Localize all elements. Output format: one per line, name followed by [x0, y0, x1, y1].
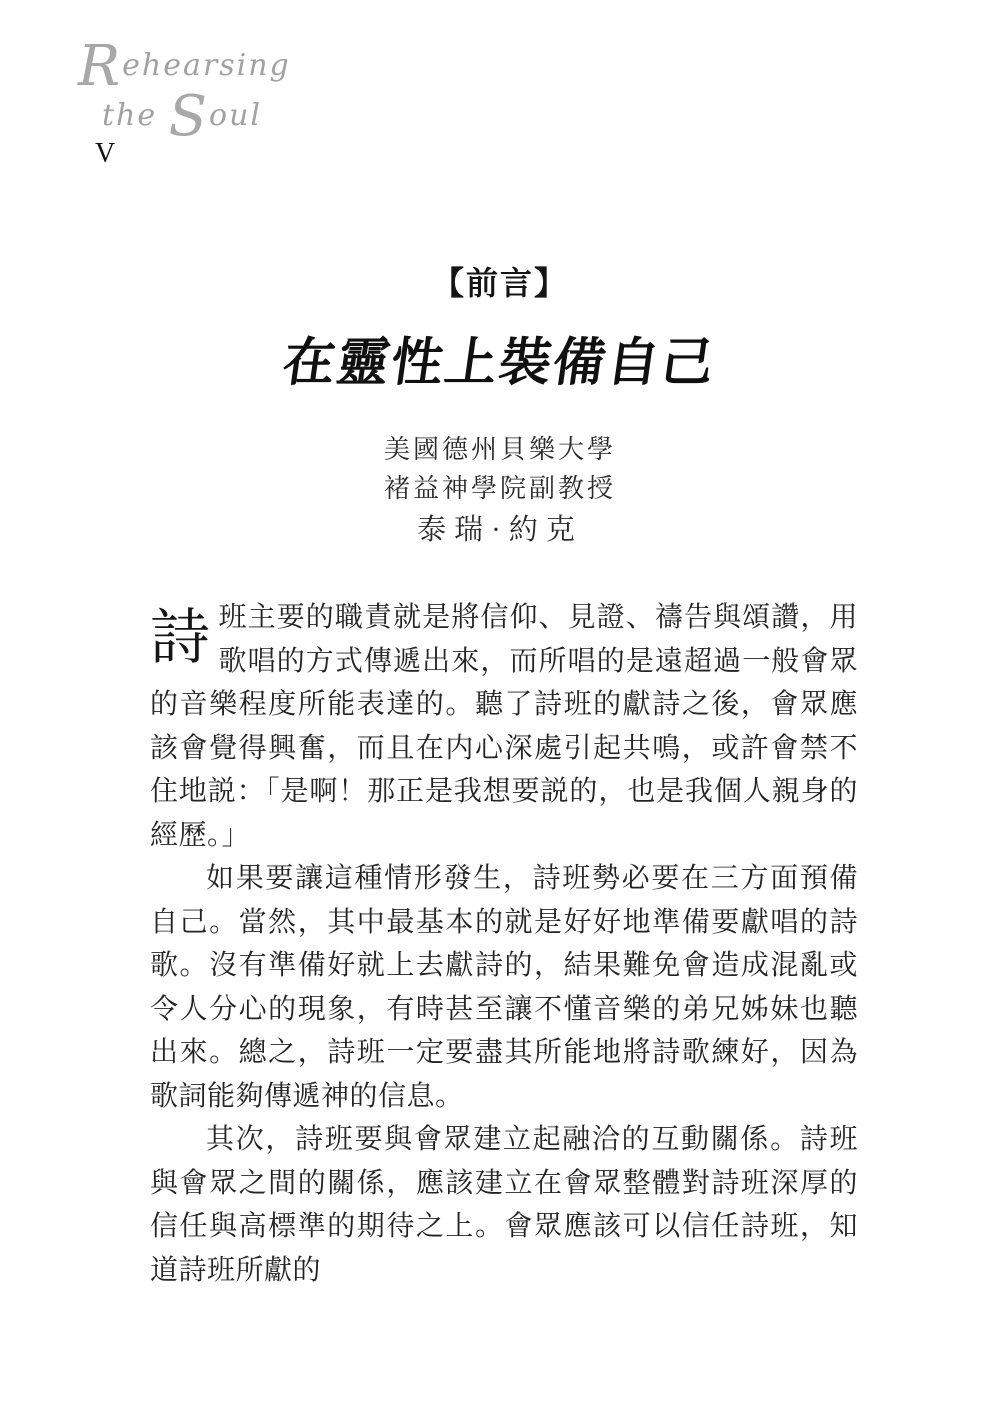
running-title-rehearsing: ehearsing: [122, 48, 291, 83]
paragraph-3: 其次，詩班要與會眾建立起融洽的互動關係。詩班與會眾之間的關係，應該建立在會眾整體對詩班深厚的信任與高標準的期待之上。會眾應該可以信任詩班，知道詩班所獻的: [150, 1124, 858, 1286]
paragraph-2: 如果要讓這種情形發生，詩班勢必要在三方面預備自己。當然，其中最基本的就是好好地準備要獻唱的詩歌。沒有準備好就上去獻詩的，結果難免會造成混亂或令人分心的現象，有時甚至讓不懂音樂的弟兄姊妹也聽出來。總之，詩班一定要盡其所能地將詩歌練好，因為歌詞能夠傳遞神的信息。: [150, 863, 858, 1112]
body-text: [150, 596, 858, 1292]
running-header: [40, 34, 300, 169]
page-title: 在靈性上裝備自己: [279, 335, 720, 392]
byline-author-name: 泰瑞·約克: [417, 514, 583, 546]
page-number: V: [95, 138, 116, 169]
paragraph-1: [150, 596, 858, 857]
section-label: 【前言】: [431, 265, 568, 301]
byline: [0, 430, 1000, 552]
running-title-oul: oul: [209, 98, 263, 133]
paragraph-1-text: 班主要的職責就是將信仰、見證、禱告與頌讚，用歌唱的方式傳遞出來，而所唱的是遠超過一般會眾的音樂程度所能表達的。聽了詩班的獻詩之後，會眾應該會覺得興奮，而且在内心深處引起共鳴，或許會禁不住地説：「是啊！那正是我想要説的，也是我個人親身的經歷。」: [150, 602, 858, 851]
byline-university: 美國德州貝樂大學: [383, 435, 616, 464]
running-title-line2: [102, 84, 263, 149]
swash-letter-r: R: [78, 34, 123, 99]
running-title-line1: [78, 34, 291, 99]
drop-cap: 詩: [150, 605, 211, 671]
swash-letter-s: S: [168, 84, 210, 149]
running-title-the: the: [102, 98, 169, 133]
byline-seminary-title: 褚益神學院副教授: [383, 474, 616, 503]
